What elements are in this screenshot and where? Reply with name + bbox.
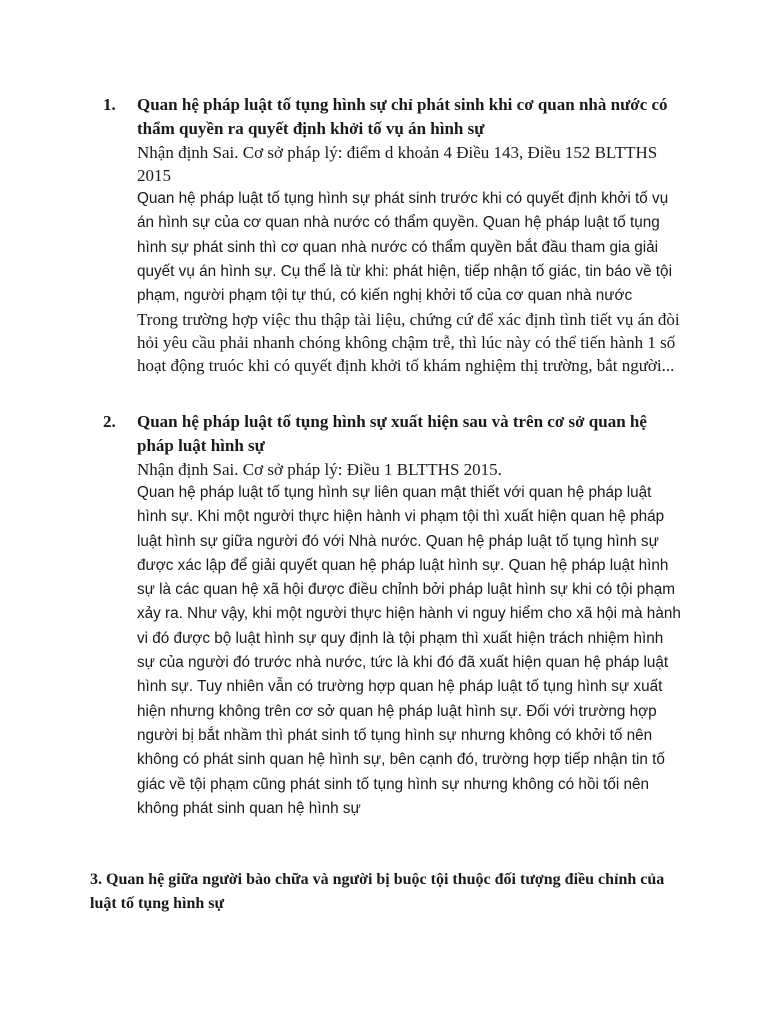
- question-3-heading: 3. Quan hệ giữa người bào chữa và người bị buộc tội thuộc đối tượng điều chỉnh của luật tố tụng hình sự: [90, 871, 665, 912]
- verdict-line: Nhận định Sai. Cơ sở pháp lý: Điều 1 BLTTHS 2015.: [137, 460, 502, 479]
- question-number: 1.: [103, 95, 116, 114]
- question-body: [137, 93, 683, 377]
- question-heading: Quan hệ pháp luật tố tụng hình sự xuất hiện sau và trên cơ sở quan hệ pháp luật hình sự: [137, 412, 647, 455]
- question-body: [137, 410, 683, 821]
- question-heading: Quan hệ pháp luật tố tụng hình sự chỉ phát sinh khi cơ quan nhà nước có thẩm quyền ra quyết định khởi tố vụ án hình sự: [137, 95, 668, 138]
- verdict-line: Nhận định Sai. Cơ sở pháp lý: điểm d khoản 4 Điều 143, Điều 152 BLTTHS 2015: [137, 143, 658, 185]
- explanation-paragraph: Quan hệ pháp luật tố tụng hình sự liên quan mật thiết với quan hệ pháp luật hình sự. Khi một người thực hiện hành vi phạm tội thì xuất hiện quan hệ pháp luật hình sự giữa người đó với Nhà nước. Quan hệ pháp luật tố tụng hình sự được xác lập để giải quyết quan hệ pháp luật hình sự. Quan hệ pháp luật hình sự là các quan hệ xã hội được điều chỉnh bởi pháp luật hình sự khi có tội phạm xảy ra. Như vậy, khi một người thực hiện hành vi nguy hiểm cho xã hội mà hành vi đó được bộ luật hình sự quy định là tội phạm thì xuất hiện trách nhiệm hình sự của người đó trước nhà nước, tức là khi đó đã xuất hiện quan hệ pháp luật hình sự. Tuy nhiên vẫn có trường hợp quan hệ pháp luật tố tụng hình sự xuất hiện nhưng không trên cơ sở quan hệ pháp luật hình sự. Đối với trường hợp người bị bắt nhầm thì phát sinh tố tụng hình sự nhưng không có khởi tố nên không có phát sinh quan hệ hình sự, bên cạnh đó, trường hợp tiếp nhận tin tố giác về tội phạm cũng phát sinh tố tụng hình sự nhưng không có hồi tối nên không phát sinh quan hệ hình sự: [137, 484, 681, 817]
- additional-note: Trong trường hợp việc thu thập tài liệu, chứng cứ để xác định tình tiết vụ án đòi hỏi yêu cầu phải nhanh chóng không chậm trễ, thì lúc này có thể tiến hành 1 số hoạt động truóc khi có quyết định khởi tố khám nghiệm thị trường, bắt người...: [137, 310, 680, 376]
- explanation-paragraph: Quan hệ pháp luật tố tụng hình sự phát sinh trước khi có quyết định khởi tố vụ án hình sự của cơ quan nhà nước có thẩm quyền. Quan hệ pháp luật tố tụng hình sự phát sinh thì cơ quan nhà nước có thẩm quyền bắt đầu tham gia giải quyết vụ án hình sự. Cụ thể là từ khi: phát hiện, tiếp nhận tố giác, tin báo về tội phạm, người phạm tội tự thú, có kiến nghị khởi tố của cơ quan nhà nước: [137, 190, 672, 305]
- question-number: 2.: [103, 412, 116, 431]
- question-2: [103, 410, 683, 821]
- question-1: [103, 93, 683, 377]
